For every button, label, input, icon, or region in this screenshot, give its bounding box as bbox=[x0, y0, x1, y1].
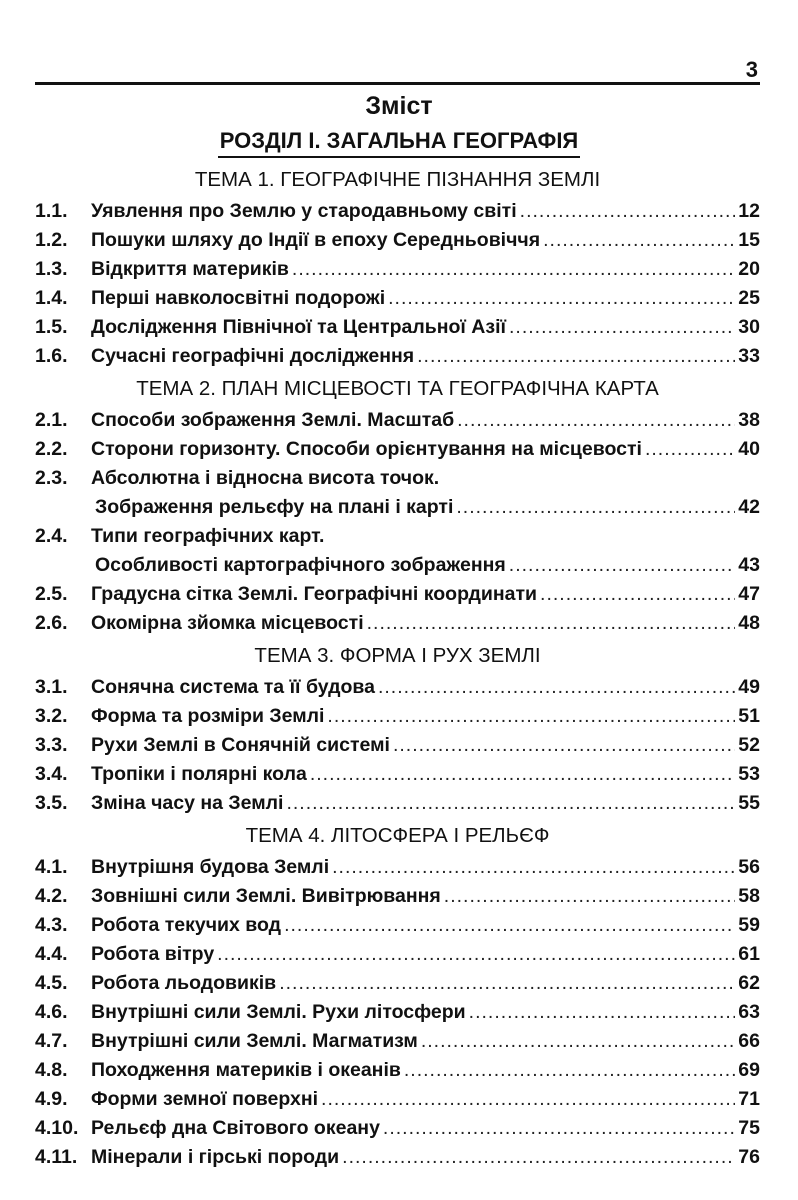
toc-entry[interactable] bbox=[35, 313, 760, 342]
entry-page-number: 30 bbox=[738, 316, 760, 338]
entry-title: Пошуки шляху до Індії в епоху Середньовіччя bbox=[91, 229, 541, 251]
contents-heading: Зміст bbox=[365, 92, 433, 120]
entry-page-number: 53 bbox=[738, 763, 760, 785]
dot-leader bbox=[284, 911, 735, 940]
dot-leader bbox=[332, 853, 735, 882]
entry-title: Форми земної поверхні bbox=[91, 1088, 319, 1110]
dot-leader bbox=[310, 760, 735, 789]
entry-number: 2.6. bbox=[35, 612, 68, 634]
entry-title: Способи зображення Землі. Масштаб bbox=[91, 409, 455, 431]
toc-entry[interactable] bbox=[35, 998, 760, 1027]
entry-number: 4.2. bbox=[35, 885, 68, 907]
entry-number: 2.1. bbox=[35, 409, 68, 431]
entry-page-number: 58 bbox=[738, 885, 760, 907]
entry-page-number: 59 bbox=[738, 914, 760, 936]
entry-title: Зміна часу на Землі bbox=[91, 792, 284, 814]
entry-page-number: 15 bbox=[738, 229, 760, 251]
entry-page-number: 40 bbox=[738, 438, 760, 460]
toc-entry[interactable] bbox=[35, 911, 760, 940]
entry-title-continued: Зображення рельєфу на плані і карті bbox=[95, 496, 454, 518]
dot-leader bbox=[444, 882, 736, 911]
toc-entry[interactable] bbox=[35, 435, 760, 464]
entry-page-number: 20 bbox=[738, 258, 760, 280]
entry-page-number: 51 bbox=[738, 705, 760, 727]
entry-number: 1.2. bbox=[35, 229, 68, 251]
entry-title: Абсолютна і відносна висота точок. bbox=[91, 467, 440, 489]
entry-number: 4.6. bbox=[35, 1001, 68, 1023]
dot-leader bbox=[321, 1085, 735, 1114]
dot-leader bbox=[645, 435, 735, 464]
entry-page-number: 56 bbox=[738, 856, 760, 878]
entry-page-number: 38 bbox=[738, 409, 760, 431]
entry-number: 4.1. bbox=[35, 856, 68, 878]
dot-leader bbox=[342, 1143, 735, 1172]
entry-title: Уявлення про Землю у стародавньому світі bbox=[91, 200, 517, 222]
toc-entry[interactable] bbox=[35, 853, 760, 882]
entry-number: 3.1. bbox=[35, 676, 68, 698]
toc-entry[interactable] bbox=[35, 580, 760, 609]
dot-leader bbox=[404, 1056, 735, 1085]
entry-title: Градусна сітка Землі. Географічні координати bbox=[91, 583, 538, 605]
entry-page-number: 33 bbox=[738, 345, 760, 367]
dot-leader bbox=[383, 1114, 735, 1143]
dot-leader bbox=[417, 342, 735, 371]
entry-page-number: 55 bbox=[738, 792, 760, 814]
entry-title: Внутрішня будова Землі bbox=[91, 856, 330, 878]
entry-title: Сучасні географічні дослідження bbox=[91, 345, 415, 367]
entry-page-number: 71 bbox=[738, 1088, 760, 1110]
toc-entry[interactable] bbox=[35, 464, 760, 522]
entry-page-number: 12 bbox=[738, 200, 760, 222]
entry-page-number: 25 bbox=[738, 287, 760, 309]
toc-entry[interactable] bbox=[35, 702, 760, 731]
toc-entry[interactable] bbox=[35, 406, 760, 435]
section-title-text: РОЗДІЛ І. ЗАГАЛЬНА ГЕОГРАФІЯ bbox=[218, 126, 581, 158]
entry-number: 3.2. bbox=[35, 705, 68, 727]
entry-number: 1.1. bbox=[35, 200, 68, 222]
dot-leader bbox=[457, 406, 735, 435]
entry-title: Дослідження Північної та Центральної Азії bbox=[91, 316, 506, 338]
entry-title: Тропіки і полярні кола bbox=[91, 763, 307, 785]
dot-leader bbox=[469, 998, 736, 1027]
entry-number: 4.9. bbox=[35, 1088, 68, 1110]
dot-leader bbox=[279, 969, 735, 998]
dot-leader bbox=[393, 731, 735, 760]
entry-number: 1.4. bbox=[35, 287, 68, 309]
toc-entry[interactable] bbox=[35, 940, 760, 969]
entry-title: Мінерали і гірські породи bbox=[91, 1146, 340, 1168]
dot-leader bbox=[509, 313, 735, 342]
dot-leader bbox=[540, 580, 735, 609]
dot-leader bbox=[388, 284, 735, 313]
topic-title: ТЕМА 1. ГЕОГРАФІЧНЕ ПІЗНАННЯ ЗЕМЛІ bbox=[194, 168, 601, 191]
toc-entry[interactable] bbox=[35, 731, 760, 760]
toc-entry[interactable] bbox=[35, 226, 760, 255]
toc-entry[interactable] bbox=[35, 522, 760, 580]
entry-number: 1.6. bbox=[35, 345, 68, 367]
toc-entry[interactable] bbox=[35, 1085, 760, 1114]
entry-page-number: 62 bbox=[738, 972, 760, 994]
entry-number: 2.2. bbox=[35, 438, 68, 460]
toc-entry[interactable] bbox=[35, 1143, 760, 1172]
entry-page-number: 69 bbox=[738, 1059, 760, 1081]
entry-number: 2.5. bbox=[35, 583, 68, 605]
dot-leader bbox=[520, 197, 736, 226]
dot-leader bbox=[286, 789, 735, 818]
toc-entry[interactable] bbox=[35, 609, 760, 638]
entry-title: Форма та розміри Землі bbox=[91, 705, 325, 727]
toc-entry[interactable] bbox=[35, 1056, 760, 1085]
entry-title: Рельєф дна Світового океану bbox=[91, 1117, 380, 1139]
entry-number: 2.3. bbox=[35, 467, 68, 489]
section-title bbox=[0, 126, 798, 158]
toc-entry[interactable] bbox=[35, 284, 760, 313]
dot-leader bbox=[378, 673, 735, 702]
toc-entry[interactable] bbox=[35, 342, 760, 371]
toc-entry[interactable] bbox=[35, 760, 760, 789]
entry-number: 3.3. bbox=[35, 734, 68, 756]
entry-title: Сонячна система та її будова bbox=[91, 676, 375, 698]
toc-entry[interactable] bbox=[35, 1027, 760, 1056]
entry-page-number: 48 bbox=[738, 612, 760, 634]
entry-page-number: 61 bbox=[738, 943, 760, 965]
entry-page-number: 63 bbox=[738, 1001, 760, 1023]
entry-page-number: 47 bbox=[738, 583, 760, 605]
entry-page-number: 52 bbox=[738, 734, 760, 756]
entry-number: 4.8. bbox=[35, 1059, 68, 1081]
entry-number: 1.5. bbox=[35, 316, 68, 338]
entry-title: Робота текучих вод bbox=[91, 914, 282, 936]
entry-title: Окомірна зйомка місцевості bbox=[91, 612, 364, 634]
entry-title-continued: Особливості картографічного зображення bbox=[95, 554, 506, 576]
entry-title: Відкриття материків bbox=[91, 258, 289, 280]
toc-entry[interactable] bbox=[35, 969, 760, 998]
topic-title: ТЕМА 4. ЛІТОСФЕРА І РЕЛЬЄФ bbox=[245, 824, 550, 847]
entry-page-number: 76 bbox=[738, 1146, 760, 1168]
toc-entry[interactable] bbox=[35, 882, 760, 911]
entry-number: 1.3. bbox=[35, 258, 68, 280]
toc-entry[interactable] bbox=[35, 197, 760, 226]
topic-title: ТЕМА 2. ПЛАН МІСЦЕВОСТІ ТА ГЕОГРАФІЧНА КАРТА bbox=[136, 377, 659, 400]
entry-title: Внутрішні сили Землі. Рухи літосфери bbox=[91, 1001, 466, 1023]
header-rule bbox=[35, 82, 760, 85]
topic-title: ТЕМА 3. ФОРМА І РУХ ЗЕМЛІ bbox=[254, 644, 541, 667]
dot-leader bbox=[327, 702, 735, 731]
entry-title: Внутрішні сили Землі. Магматизм bbox=[91, 1030, 418, 1052]
entry-title: Зовнішні сили Землі. Вивітрювання bbox=[91, 885, 441, 907]
dot-leader bbox=[367, 609, 736, 638]
entry-page-number: 75 bbox=[738, 1117, 760, 1139]
entry-title: Робота вітру bbox=[91, 943, 215, 965]
toc-entry[interactable] bbox=[35, 673, 760, 702]
dot-leader bbox=[421, 1027, 735, 1056]
entry-number: 4.10. bbox=[35, 1117, 79, 1139]
entry-number: 2.4. bbox=[35, 525, 68, 547]
toc-entry[interactable] bbox=[35, 255, 760, 284]
dot-leader bbox=[456, 493, 735, 522]
page-number: 3 bbox=[745, 57, 758, 82]
entry-title: Рухи Землі в Сонячній системі bbox=[91, 734, 390, 756]
entry-title: Типи географічних карт. bbox=[91, 525, 325, 547]
toc-entry[interactable] bbox=[35, 789, 760, 818]
entry-number: 4.11. bbox=[35, 1146, 78, 1168]
toc-entry[interactable] bbox=[35, 1114, 760, 1143]
entry-page-number: 66 bbox=[738, 1030, 760, 1052]
entry-number: 4.5. bbox=[35, 972, 68, 994]
entry-number: 4.4. bbox=[35, 943, 68, 965]
entry-page-number: 43 bbox=[738, 554, 760, 576]
entry-page-number: 49 bbox=[738, 676, 760, 698]
dot-leader bbox=[543, 226, 735, 255]
entry-title: Сторони горизонту. Способи орієнтування на місцевості bbox=[91, 438, 642, 460]
dot-leader bbox=[292, 255, 735, 284]
dot-leader bbox=[509, 551, 736, 580]
entry-title: Робота льодовиків bbox=[91, 972, 277, 994]
entry-number: 3.4. bbox=[35, 763, 68, 785]
entry-title: Походження материків і океанів bbox=[91, 1059, 401, 1081]
entry-title: Перші навколосвітні подорожі bbox=[91, 287, 386, 309]
entry-number: 4.3. bbox=[35, 914, 68, 936]
table-of-contents bbox=[35, 162, 760, 1172]
dot-leader bbox=[217, 940, 735, 969]
entry-number: 4.7. bbox=[35, 1030, 68, 1052]
entry-page-number: 42 bbox=[738, 496, 760, 518]
entry-number: 3.5. bbox=[35, 792, 68, 814]
